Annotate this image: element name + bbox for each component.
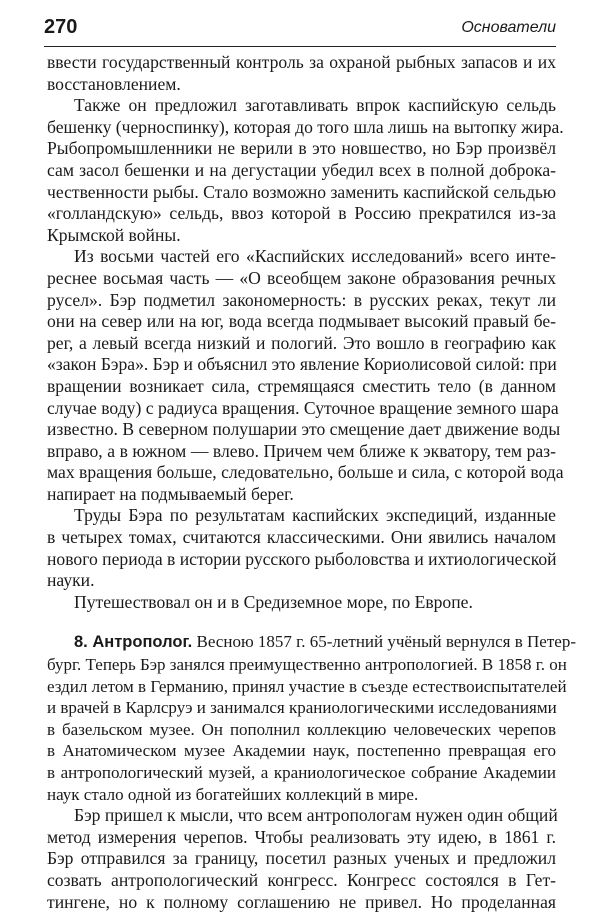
text-line: нового периода в истории русского рыболовства и ихтиологической bbox=[47, 548, 557, 569]
text-line: Из восьми частей его «Каспийских исследований» всего инте- bbox=[74, 246, 556, 267]
text-line: в антропологический музей, а краниологическое собрание Академии bbox=[47, 763, 556, 782]
text-line: случае воду) с радиуса вращения. Суточное вращение земного шара bbox=[47, 397, 559, 418]
paragraph bbox=[47, 631, 576, 805]
text-line: восстановлением. bbox=[47, 73, 181, 94]
text-line: Рыбопромышленники не верили в это новшество, но Бэр произвёл bbox=[47, 138, 556, 159]
text-line: Также он предложил заготавливать впрок каспийскую сельдь bbox=[74, 95, 556, 116]
text-line: метод измерения черепов. Чтобы реализовать эту идею, в 1861 г. bbox=[47, 826, 556, 847]
main-text bbox=[47, 52, 576, 913]
paragraph bbox=[47, 246, 564, 505]
page-number: 270 bbox=[44, 16, 78, 38]
text-line: они на север или на юг, вода всегда подмывает высокий правый бе- bbox=[47, 311, 556, 332]
paragraph bbox=[47, 592, 556, 614]
text-line: бешенку (черноспинку), которая до того шла лишь на вытопку жира. bbox=[47, 116, 564, 137]
text-line: в Анатомическом музее Академии наук, постепенно превращая его bbox=[47, 741, 556, 761]
section-title: 8. Антрополог. bbox=[74, 633, 193, 652]
section-gap bbox=[47, 613, 556, 631]
text-line: Бэр пришел к мысли, что всем антропологам нужен один общий bbox=[74, 805, 558, 826]
text-line: науки. bbox=[47, 570, 95, 591]
text-line: Бэр отправился за границу, посетил разных ученых и предложил bbox=[47, 848, 556, 869]
section-anthropologist bbox=[47, 631, 576, 805]
text-line: сам засол бешенки и на дегустации убедил всех в полной доброка- bbox=[47, 159, 556, 180]
text-line: «голландскую» сельдь, ввоз которой в Россию прекратился из-за bbox=[47, 203, 556, 224]
text-line: мах вращения больше, следовательно, больше и сила, с которой вода bbox=[47, 462, 564, 483]
text-line: реснее восьмая часть — «О всеобщем законе образования речных bbox=[47, 267, 556, 288]
page-header bbox=[44, 12, 556, 47]
text-line: в базельском музее. Он пополнил коллекцию человеческих черепов bbox=[47, 719, 556, 739]
text-line: известно. В северном полушарии это смещение дает движение воды bbox=[47, 419, 561, 440]
running-title: Основатели bbox=[461, 19, 556, 36]
text-line: бург. Теперь Бэр занялся преимущественно антропологией. В 1858 г. он bbox=[47, 655, 567, 675]
text-line: созвать антропологический конгресс. Конгресс состоялся в Гет- bbox=[47, 869, 556, 890]
text-line: в четырех томах, считаются классическими. Они явились началом bbox=[47, 527, 556, 548]
text-line: «закон Бэра». Бэр и объяснил это явление Кориолисовой силой: при bbox=[47, 354, 557, 375]
text-line: Крымской войны. bbox=[47, 224, 181, 245]
text-line: ездил летом в Германию, принял участие в съезде естествоиспытателей bbox=[47, 676, 567, 696]
text-fragment: Весною 1857 г. 65-летний учёный вернулся в Петер- bbox=[192, 632, 576, 652]
text-line bbox=[47, 631, 576, 654]
text-line: ввести государственный контроль за охраной рыбных запасов и их bbox=[47, 52, 556, 72]
paragraph bbox=[47, 52, 556, 95]
text-line: наук стало одной из богатейших коллекций в мире. bbox=[47, 784, 419, 804]
paragraph bbox=[47, 95, 564, 246]
text-line: чественности рыбы. Стало возможно заменить каспийской сельдью bbox=[47, 181, 557, 202]
text-line: рег, а левый всегда низкий и пологий. Это вошло в географию как bbox=[47, 332, 556, 353]
paragraph bbox=[47, 505, 556, 591]
text-line: напирает на подмываемый берег. bbox=[47, 483, 294, 504]
text-line: вправо, а в южном — влево. Причем чем ближе к экватору, тем раз- bbox=[47, 440, 556, 461]
text-line: и врачей в Карлсруэ и занимался краниологическими исследованиями bbox=[47, 698, 557, 718]
text-line: вращении возникает сила, стремящаяся сместить тело (в данном bbox=[47, 375, 556, 396]
text-line: Путешествовал он и в Средиземное море, по Европе. bbox=[74, 591, 473, 612]
text-line: русел». Бэр подметил закономерность: в русских реках, текут ли bbox=[47, 289, 556, 310]
text-line: Труды Бэра по результатам каспийских экспедиций, изданные bbox=[74, 505, 556, 526]
text-line: тингене, но к полному соглашению не привел. Но проделанная bbox=[47, 891, 556, 912]
